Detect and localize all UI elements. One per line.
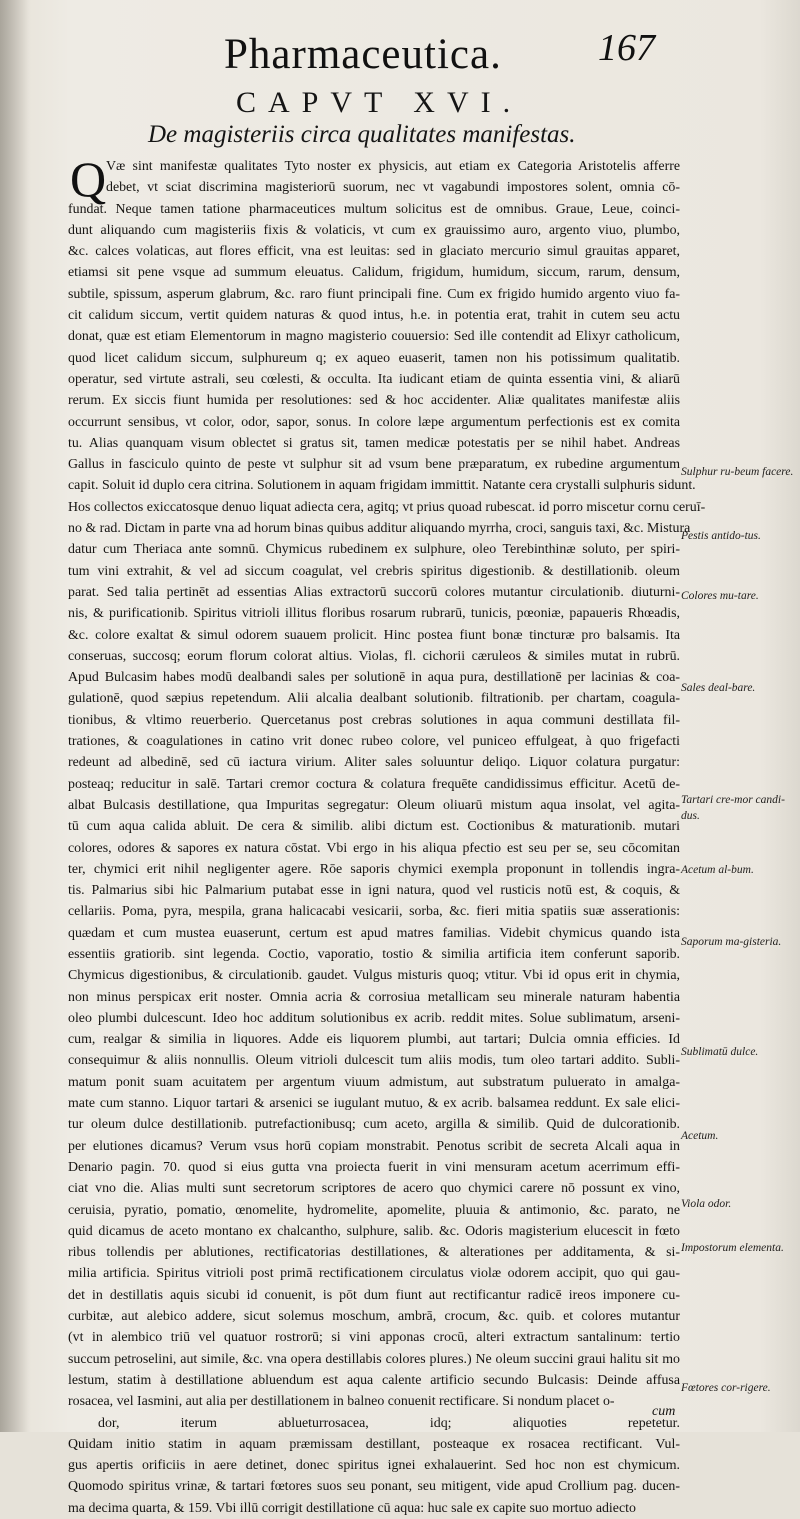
margin-note: Sulphur ru-beum facere. xyxy=(681,466,794,478)
text-line: tionibus, & vltimo reuerberio. Quercetanus post crebras solutiones in aqua communi destillata fil- xyxy=(68,712,680,728)
text-line: milia artificia. Spiritus vitrioli post primā rectificationem circulatus violæ odorem accipit, quo qui gau- xyxy=(68,1266,680,1282)
drop-cap: Q xyxy=(70,151,107,207)
text-line: &c. calces volaticas, aut flores efficit, vna est leuitas: sed in glaciato mercurio simul grauitas apparet, xyxy=(68,244,680,260)
text-line: gus apertis orificiis in aere detinet, donec spiritus ignei exhalauerint. Sed hoc non est chymicum. xyxy=(68,1458,680,1474)
text-line: tis. Palmarius sibi hic Palmarium putabat esse in igni natura, quod vel rusticis notū est, & coquis, & xyxy=(68,883,680,899)
text-line: parat. Sed talia pertinēt ad essentias Alias extractorū succorū colores mutantur circulationib. diuturni- xyxy=(68,584,680,600)
text-line: per elutiones dicamus? Verum vsus horū copiam monstrabit. Penotus scribit de secreta Alcali aqua in xyxy=(68,1138,680,1154)
text-line: lestum, statim à destillatione abluendum est aqua calente artificio secundo Bulcasis: Deinde affusa xyxy=(68,1372,680,1388)
text-line: matum ponit suam acuitatem per argentum viuum admistum, aut substratum puluerato in amalga- xyxy=(68,1074,680,1090)
gutter-shadow xyxy=(0,0,30,1432)
text-line: tur oleum dulce destillationib. putrefactionibusq; cum aceto, argilla & similib. Quid de dulcorationib. xyxy=(68,1117,680,1133)
text-line: mate cum stanno. Liquor tartari & arsenici se iugulant mutuo, & ex acrib. balsamea reddunt. Ex sale elici- xyxy=(68,1096,680,1112)
text-line: donat, quæ est etiam Elementorum in magno magisterio couuersio: Sed ille contendit ad Elixyr catholicum, xyxy=(68,329,680,345)
text-line: cit calidum siccum, vertit quidem naturas & quod intus, h.e. in potentia erat, trahit in cutem seu actu xyxy=(68,308,680,324)
catchword: cum xyxy=(652,1404,676,1419)
margin-note: Colores mu-tare. xyxy=(681,590,759,602)
text-line: gulationē, quod sæpius repetendum. Alii alcalia dealbant solutionib. filtrationib. per chartam, coagula- xyxy=(68,691,680,707)
text-line: ciat vno die. Alias multi sunt secretorum scriptores de acero quo chymici carere nō possunt ex vino, xyxy=(68,1181,680,1197)
text-line: det in destillatis aquis sicubi id conuenit, is pōt dum fiunt aut rectificantur radicē ireos imponere cu- xyxy=(68,1287,680,1303)
text-line: no & rad. Dictam in parte vna ad horum binas quibus additur aliquando myrrha, croci, sanguis taxi, &c. Mistura xyxy=(68,521,691,537)
text-line: curbitæ, aut alebico addere, sicut solemus moschum, ambrā, crocum, &c. quib. et colores mutantur xyxy=(68,1309,680,1325)
text-line: oleo plumbi dulcescunt. Ideo hoc additum solutionibus ex acrib. reddit mites. Solue sublimatum, arseni- xyxy=(68,1010,680,1026)
text-line: tu. Alias quanquam visum oblectet si gratus sit, tamen medicæ potestatis per se nihil habet. Andreas xyxy=(68,435,680,451)
text-line: datur cum Theriaca ante somnū. Chymicus rubedinem ex sulphure, oleo Terebinthinæ soluto, per spiri- xyxy=(68,542,680,558)
margin-note: Sublimatū dulce. xyxy=(681,1046,759,1058)
text-line: rerum. Ex siccis fiunt humida per resolutiones: sed & hoc accidenter. Aliæ qualitates manifestæ aliis xyxy=(68,393,680,409)
text-line: redeunt ad albedinē, sed cū iactura virium. Aliter sales soluuntur deliqo. Liquor colatura purgatur: xyxy=(68,755,680,771)
text-line: quod licet calidum siccum, sulphureum q; ex aqueo euaserit, tamen non his potissimum qualitatib. xyxy=(68,350,680,366)
text-line: dunt aliquando cum magisteriis fixis & volaticis, vt cum ex grauissimo auro, argento viuo, plumbo, xyxy=(68,222,680,238)
text-line: tum vini extrahit, & vel ad siccum coagulat, vel crebris spiritus digestionib. & destillationib. oleum xyxy=(68,563,680,579)
text-line: ter, chymici erit nihil negligenter agere. Rōe saporis chymici exempla proponunt in tollendis ingra- xyxy=(68,861,680,877)
text-line: rosacea, vel Iasmini, aut alia per destillationem in balneo conuenit rectificare. Si nondum placet o- xyxy=(68,1394,615,1410)
text-line: consequimur & aliis nonnullis. Oleum vitrioli dulcescit tum aliis modis, tum oleo tartari addito. Subli- xyxy=(68,1053,680,1069)
chapter-heading: CAPVT XVI. xyxy=(236,86,523,119)
margin-note: Viola odor. xyxy=(681,1198,732,1210)
text-line: ma decima quarta, & 159. Vbi illū corrigit destillatione cū aqua: huc sale ex capite suo mortuo adiecto xyxy=(68,1500,636,1516)
text-line: Gallus in fasciculo quinto de peste vt sulphur sit ad vsum bene præparatum, ex rubedine argumentum xyxy=(68,457,680,473)
text-line: trationes, & coagulationes in catino vrit donec rubeo colore, vel puniceo effulgeat, à quo frigefacti xyxy=(68,734,680,750)
text-line: nis, & purificationib. Spiritus vitrioli illitus floribus rosarum rubrarū, tunicis, pœoniæ, papaueris Rhœadis, xyxy=(68,606,680,622)
text-line: dor, iterum ablueturrosacea, idq; aliquoties repetetur. xyxy=(98,1415,680,1431)
text-line: cum, realgar & similia in liquores. Adde eis liquorem plumbi, aut tartari; Dulcia omnia efficies. Id xyxy=(68,1032,680,1048)
text-line: fundat. Neque tamen tatione pharmaceutices multum solicitus est de omnibus. Graue, Leue, coinci- xyxy=(68,201,680,217)
text-line: non minus perspicax erit noster. Omnia acria & corrosiua metallicam seu minerale naturam habentia xyxy=(68,989,680,1005)
margin-note: Acetum. xyxy=(681,1130,719,1142)
margin-note: Sales deal-bare. xyxy=(681,682,756,694)
text-line: tū cum aqua calida abluit. De cera & similib. alibi dictum est. Coctionibus & maturationib. mutari xyxy=(68,819,680,835)
margin-note: Tartari cre-mor candi-dus. xyxy=(681,794,785,822)
text-line: Quomodo spiritus vrinæ, & tartari fœtores suos seu ponant, seu mitigent, vide apud Crollium pag. ducen- xyxy=(68,1479,680,1495)
text-line: quædam et cum mustea euaserunt, certum est apud matres familias. Videbit chymicus quando ista xyxy=(68,925,680,941)
text-line: Quidam initio statim in aquam præmissam destillant, posteaque ex rosacea rectificant. Vul- xyxy=(68,1436,680,1452)
margin-note: Pestis antido-tus. xyxy=(681,530,761,542)
text-line: Denario pagin. 70. quod si eius gutta vna proiecta fuerit in vini mensuram acetum acerrimum effi- xyxy=(68,1159,680,1175)
margin-note: Saporum ma-gisteria. xyxy=(681,936,782,948)
text-line: colores, odores & sapores ex natura cōstat. Vbi ergo in his aliqua pfectio est seu per se, seu cōcomitan xyxy=(68,840,680,856)
margin-note: Impostorum elementa. xyxy=(681,1242,784,1254)
text-line: debet, vt sciat discrimina magisteriorū suorum, nec vt vagabundi impostores solent, omnia cō- xyxy=(106,180,680,196)
text-line: conseruas, succosq; eorum florum colorat altius. Violas, fl. cichorii cæruleos & similes mutat in rubrū. xyxy=(68,648,680,664)
text-line: Hos collectos exiccatosque denuo liquat adiecta cera, agitq; vt prius quoad rubescat. id porro miscetur cornu ceruī- xyxy=(68,499,706,515)
text-line: quid dicamus de aceto montano ex chalcantho, sulphure, salib. &c. Odoris magisterium elucescit in fœto xyxy=(68,1223,680,1239)
text-line: posteaq; reducitur in salē. Tartari cremor coctura & colatura frequēte candidissimus efficitur. Acetū de- xyxy=(68,776,680,792)
text-line: cellariis. Poma, pyra, mespila, grana halicacabi vesicarii, sorba, &c. fieri mitia spatiis suæ asserationis: xyxy=(68,904,680,920)
margin-note: Acetum al-bum. xyxy=(681,864,754,876)
page-number: 167 xyxy=(598,27,655,69)
text-line: (vt in alembico triū vel quatuor rostrorū; si vini apponas crocū, alteri extractum santalinum: tertio xyxy=(68,1330,680,1346)
text-line: albat Bulcasis destillatione, qua Impuritas segregatur: Oleum oliuarū mistum aqua insolat, vel agita- xyxy=(68,797,680,813)
running-title: Pharmaceutica. xyxy=(224,31,502,78)
chapter-subtitle: De magisteriis circa qualitates manifestas. xyxy=(148,121,576,148)
body-text xyxy=(68,151,706,1516)
text-line: capit. Soluit id duplo cera citrina. Solutionem in aquam frigidam immittit. Natante cera crystalli sulphuris sidunt. xyxy=(68,478,696,494)
text-line: succum petroselini, aut simile, &c. vna opera destillabis colores plures.) Ne oleum succini graui halitu sit mo xyxy=(68,1351,680,1367)
text-line: occurrunt sensibus, vt color, odor, sapor, sonus. In colore læpe argumentum perfectionis est ex comita xyxy=(68,414,680,430)
text-line: subtile, spissum, asperum glabrum, &c. raro fiunt principali fine. Cum ex frigido humido argento viuo fa- xyxy=(68,286,680,302)
text-line: Chymicus digestionibus, & circulationib. gaudet. Vulgus misturis quoq; vtitur. Vbi id opus erit in chymia, xyxy=(68,968,680,984)
margin-note: Fœtores cor-rigere. xyxy=(681,1382,771,1394)
text-line: essentiis gratiorib. sint legenda. Coctio, vaporatio, tostio & similia artificia item conferunt saporib. xyxy=(68,946,680,962)
text-line: ribus tollendis per ablutiones, rectificatorias destillationes, & alterationes per additamenta, & si- xyxy=(68,1245,680,1261)
text-line: etiamsi sit pene vsque ad summum eleuatus. Calidum, frigidum, humidum, siccum, rarum, densum, xyxy=(68,265,680,281)
text-line: operatur, sed virtute astrali, seu cœlesti, & occulta. Ita iudicant etiam de quinta essentia vini, & aliarū xyxy=(68,371,680,387)
text-line: Apud Bulcasim habes modū dealbandi sales per solutionē in aqua pura, destillationē per lacinias & coa- xyxy=(68,670,680,686)
text-line: &c. colore exaltat & simul odorem suauem prolicit. Hinc postea fiunt bonæ tincturæ pro balsamis. Ita xyxy=(68,627,680,643)
margin-notes xyxy=(681,0,795,1432)
text-line: Væ sint manifestæ qualitates Tyto noster ex physicis, aut etiam ex Categoria Aristotelis afferre xyxy=(106,159,680,174)
text-line: ceruisia, pyratio, pomatio, œnomelite, hydromelite, apomelite, pluuia & antimonio, &c. parato, ne xyxy=(68,1202,680,1218)
